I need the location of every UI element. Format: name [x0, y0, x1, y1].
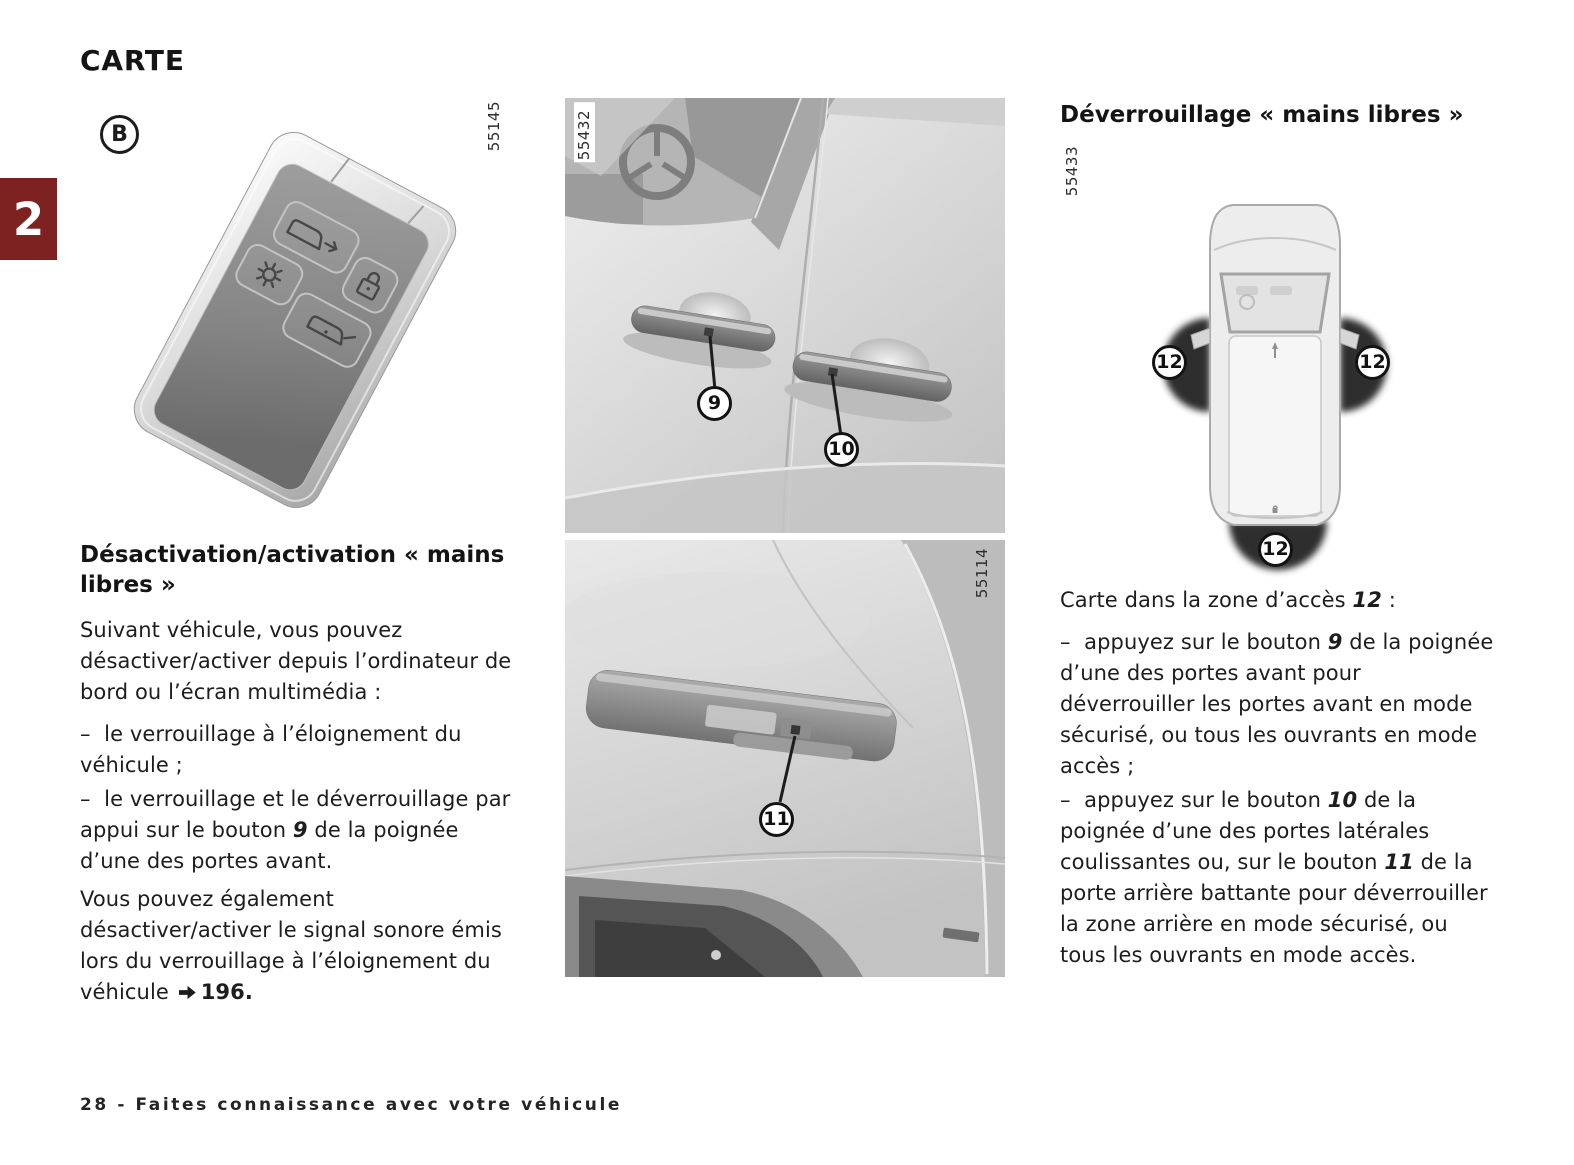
- car-top-view-illustration: [1130, 190, 1430, 590]
- paragraph-card-in-zone: Carte dans la zone d’accès 12 :: [1060, 588, 1396, 612]
- paragraph-beep-reference: Vous pouvez également désactiver/activer le signal sonore émis lors du verrouillage à l’éloignement du véhicule 196.: [80, 887, 502, 1004]
- key-card-marker-b: B: [100, 115, 139, 154]
- door-handles-illustration: [565, 98, 1005, 533]
- roof: [1229, 336, 1321, 516]
- list-item-walk-away-locking: – le verrouillage à l’éloignement du véhicule ;: [80, 722, 462, 777]
- callout-button-10: 10: [824, 432, 859, 467]
- callout-zone-12-rear: 12: [1258, 532, 1293, 567]
- figure-key-card: [80, 105, 520, 533]
- list-item-button-10-11-unlock: – appuyez sur le bouton 10 de la poignée d’une des portes latérales coulissantes ou, sur le bouton 11 de la porte arrière battante pour déverrouiller la zone arrière en mode sécurisé, ou tous les ouvrants en mode accès.: [1060, 788, 1488, 967]
- windshield: [1221, 274, 1329, 332]
- page-title: CARTE: [80, 44, 185, 77]
- section-heading-handsfree-deactivation: Désactivation/activation « mains libres »: [80, 542, 505, 598]
- figure-door-handles: [565, 98, 1005, 533]
- list-item-button-9-locking: – le verrouillage et le déverrouillage par appui sur le bouton 9 de la poignée d’une des portes avant.: [80, 787, 511, 873]
- section-heading-handsfree-unlocking: Déverrouillage « mains libres »: [1060, 102, 1464, 128]
- figure-number-door-handles: 55432: [574, 102, 595, 162]
- figure-rear-door: [565, 540, 1005, 977]
- section-handsfree-deactivation: [80, 540, 516, 1019]
- key-card-illustration: [80, 105, 520, 533]
- unlock-sensor: [790, 725, 800, 735]
- section-handsfree-unlocking-text: [1060, 585, 1497, 974]
- unlock-sensor: [704, 327, 714, 336]
- figure-number-key-card: 55145: [485, 101, 503, 152]
- key-card: [125, 123, 465, 516]
- callout-zone-12-left: 12: [1152, 345, 1187, 380]
- figure-number-car-top: 55433: [1063, 146, 1081, 197]
- paragraph-intro: Suivant véhicule, vous pouvez désactiver/activer depuis l’ordinateur de bord ou l’écran multimédia :: [80, 618, 512, 704]
- list-item-button-9-unlock: – appuyez sur le bouton 9 de la poignée d’une des portes avant pour déverrouiller les portes avant en mode sécurisé, ou tous les ouvrants en mode accès ;: [1060, 630, 1494, 778]
- callout-zone-12-right: 12: [1355, 345, 1390, 380]
- callout-button-9: 9: [697, 386, 732, 421]
- page-footer: 28 - Faites connaissance avec votre véhicule: [80, 1095, 623, 1115]
- chapter-tab: 2: [0, 178, 57, 260]
- figure-car-top-view: [1130, 190, 1430, 590]
- figure-number-rear-door: 55114: [973, 548, 991, 599]
- callout-button-11: 11: [759, 802, 794, 837]
- rear-door-illustration: [565, 540, 1005, 977]
